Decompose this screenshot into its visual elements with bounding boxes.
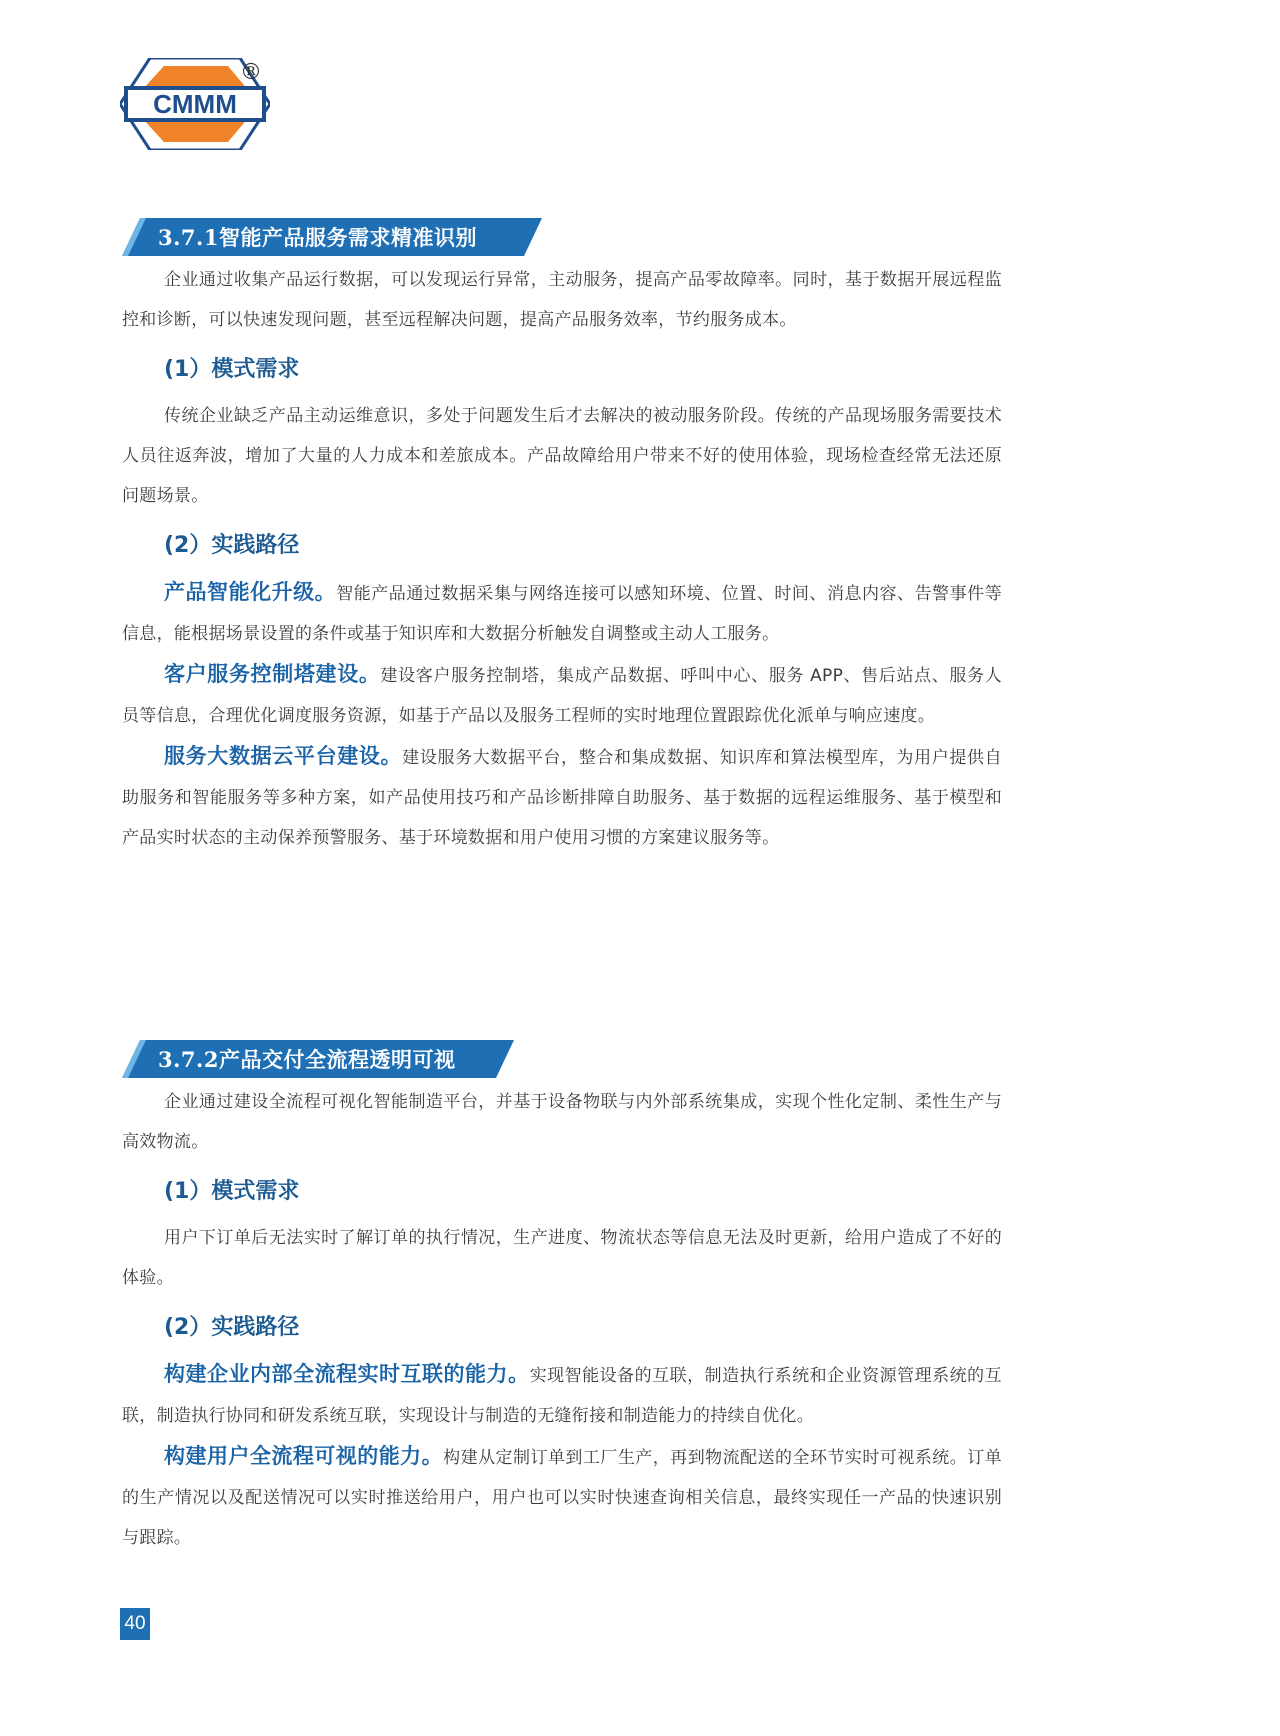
logo-text: CMMM [153, 89, 237, 119]
section-intro: 企业通过收集产品运行数据，可以发现运行异常，主动服务，提高产品零故障率。同时，基于数据开展远程监控和诊断，可以快速发现问题，甚至远程解决问题，提高产品服务效率，节约服务成本。 [122, 270, 1002, 330]
path-item [122, 572, 1002, 654]
path-lead: 产品智能化升级。 [164, 580, 337, 604]
path-item [122, 1354, 1002, 1436]
path-text: 构建从定制订单到工厂生产，再到物流配送的全环节实时可视系统。订单的生产情况以及配送情况可以实时推送给用户，用户也可以实时快速查询相关信息，最终实现任一产品的快速识别与跟踪。 [122, 1448, 1002, 1548]
section-banner [122, 1040, 514, 1078]
section-3-7-1 [122, 218, 1002, 858]
section-title: 3.7.1智能产品服务需求精准识别 [158, 225, 477, 250]
section-intro: 企业通过建设全流程可视化智能制造平台，并基于设备物联与内外部系统集成，实现个性化定制、柔性生产与高效物流。 [122, 1092, 1002, 1152]
path-item [122, 654, 1002, 736]
mode-heading: (1）模式需求 [164, 357, 300, 382]
path-lead: 构建企业内部全流程实时互联的能力。 [164, 1362, 530, 1386]
section-banner [122, 218, 542, 256]
page-number: 40 [120, 1608, 150, 1640]
path-heading: (2）实践路径 [164, 533, 300, 558]
section-title: 3.7.2产品交付全流程透明可视 [158, 1047, 456, 1072]
path-lead: 客户服务控制塔建设。 [164, 662, 381, 686]
mode-heading: (1）模式需求 [164, 1179, 300, 1204]
path-text: 实现智能设备的互联，制造执行系统和企业资源管理系统的互联，制造执行协同和研发系统互联，实现设计与制造的无缝衔接和制造能力的持续自优化。 [122, 1366, 1002, 1426]
section-3-7-2 [122, 1040, 1002, 1558]
path-text: 建设客户服务控制塔，集成产品数据、呼叫中心、服务 APP、售后站点、服务人员等信息，合理优化调度服务资源，如基于产品以及服务工程师的实时地理位置跟踪优化派单与响应速度。 [122, 666, 1003, 726]
path-text: 建设服务大数据平台，整合和集成数据、知识库和算法模型库，为用户提供自助服务和智能服务等多种方案，如产品使用技巧和产品诊断排障自助服务、基于数据的远程运维服务、基于模型和产品实时状态的主动保养预警服务、基于环境数据和用户使用习惯的方案建议服务等。 [122, 748, 1002, 848]
mode-text: 用户下订单后无法实时了解订单的执行情况，生产进度、物流状态等信息无法及时更新，给用户造成了不好的体验。 [122, 1228, 1002, 1288]
path-heading: (2）实践路径 [164, 1315, 300, 1340]
path-item [122, 736, 1002, 858]
path-lead: 构建用户全流程可视的能力。 [164, 1444, 444, 1468]
mode-text: 传统企业缺乏产品主动运维意识，多处于问题发生后才去解决的被动服务阶段。传统的产品现场服务需要技术人员往返奔波，增加了大量的人力成本和差旅成本。产品故障给用户带来不好的使用体验，现场检查经常无法还原问题场景。 [122, 406, 1002, 506]
path-item [122, 1436, 1002, 1558]
path-text: 智能产品通过数据采集与网络连接可以感知环境、位置、时间、消息内容、告警事件等信息，能根据场景设置的条件或基于知识库和大数据分析触发自调整或主动人工服务。 [122, 584, 1002, 644]
registered-mark: ® [240, 60, 262, 85]
path-lead: 服务大数据云平台建设。 [164, 744, 403, 768]
